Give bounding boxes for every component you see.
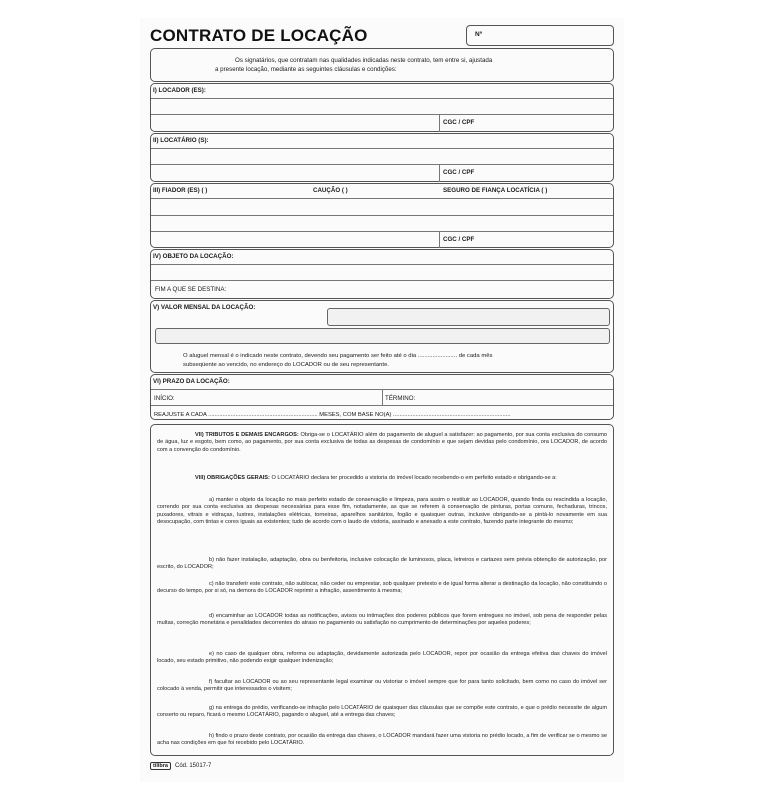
clauses-section — [150, 424, 614, 756]
intro-line-1: Os signatários, que contratam nas qualidades indicadas neste contrato, tem entre si, ajustada — [235, 57, 493, 64]
clause-d: d) encaminhar ao LOCADOR todas as notificações, avisos ou intimações dos poderes públicos que forem entregues no imóvel, sob pena de responder pelas multas, correção monetária e penalidades decorrentes do atraso no pagamento ou satisfação no cumprimento de determinações por aqueles poderes; — [157, 613, 607, 627]
clause-vii — [157, 432, 607, 454]
locador-name-field[interactable] — [151, 98, 613, 114]
clause-a: a) manter o objeto da locação no mais perfeito estado de conservação e limpeza, para assim o restituir ao LOCADOR, quando finda ou rescindida a locação, correndo por sua conta exclusiva as despesas necessárias para esse fim, notadamente, as que se referem à conservação de pinturas, portas comuns, fechaduras, trincos, puxadores, vitrais e vidraças, lustres, instalações elétricas, torneiras, aparelhos sanitários, fogão e quaisquer outras, inclusive obrigando-se a pintá-lo novamente em sua desocupação, com tintas e cores iguais as existentes; tudo de acordo com o laudo de vistoria, assinado e anexado a este contrato, fazendo parte integrante do mesmo; — [157, 497, 607, 526]
locador-cpf-label: CGC / CPF — [443, 119, 475, 126]
clause-viii — [157, 475, 607, 482]
fiador-cpf-label: CGC / CPF — [443, 236, 475, 243]
fiador-heading: III) FIADOR (ES) ( ) — [153, 187, 208, 194]
valor-numeric-field[interactable] — [327, 308, 610, 326]
objeto-section — [150, 249, 614, 299]
valor-section — [150, 300, 614, 373]
clause-g: g) na entrega do prédio, verificando-se infração pelo LOCATÁRIO de quaisquer das cláusulas que se compõe este contrato, e que o prédio necessite de algum conserto ou reparo, ficará o mesmo LOCATÁRIO, pagando o aluguel, até a entrega das chaves; — [157, 705, 607, 719]
locatario-address-field[interactable] — [151, 165, 439, 182]
prazo-section — [150, 374, 614, 420]
locatario-cpf-label: CGC / CPF — [443, 169, 475, 176]
fiador-section — [150, 183, 614, 248]
objeto-heading: IV) OBJETO DA LOCAÇÃO: — [153, 253, 234, 260]
fim-destina-label: FIM A QUE SE DESTINA: — [155, 286, 227, 293]
locador-heading: I) LOCADOR (ES): — [153, 87, 206, 94]
page-title: CONTRATO DE LOCAÇÃO — [150, 26, 368, 45]
valor-line-1: O aluguel mensal é o indicado neste contrato, devendo seu pagamento ser feito até o dia ........................ de cada mês — [183, 353, 493, 359]
clause-h: h) findo o prazo deste contrato, por ocasião da entrega das chaves, o LOCADOR mandará fazer uma vistoria no prédio locado, a fim de verificar se o mesmo se acha nas condições em que foi recebido pelo LOCATÁRIO. — [157, 733, 607, 747]
intro-line-2: a presente locação, mediante as seguintes cláusulas e condições: — [215, 66, 397, 73]
clause-viii-title: VIII) OBRIGAÇÕES GERAIS: — [195, 475, 270, 481]
valor-line-2: subseqüente ao vencido, no endereço do LOCADOR ou de seu representante. — [183, 362, 389, 368]
clause-c: c) não transferir este contrato, não sublocar, não ceder ou emprestar, sob qualquer pretexto e de igual forma alterar a destinação da locação, não constituindo o decurso do tempo, por si só, na demora do LOCADOR reprimir a infração, assentimento à mesma; — [157, 581, 607, 595]
inicio-label: INÍCIO: — [154, 395, 175, 402]
reajuste-line: REAJUSTE A CADA .................................................................... MESES, COM BASE NO(A) ......................................................................... — [154, 412, 511, 418]
locatario-section — [150, 133, 614, 182]
tilibra-logo: tilibra — [150, 762, 171, 770]
clause-vii-title: VII) TRIBUTOS E DEMAIS ENCARGOS: — [195, 432, 299, 438]
clause-vii-text: Obriga-se o LOCATÁRIO além do pagamento de aluguel a satisfazer: ao pagamento, por sua conta exclusiva do consumo de água, luz e esgoto, bem como, ao pagamento, por sua conta exclusiva de todas as despesas de condomínio e que sejam devidas pelo condomínio, ora LOCADOR, de acordo com a convenção do condomínio. — [157, 432, 608, 453]
form-code: Cód. 15017-7 — [174, 763, 212, 769]
locador-section — [150, 83, 614, 132]
footer — [150, 762, 211, 770]
locador-address-field[interactable] — [151, 115, 439, 132]
contract-number-label: Nº — [475, 31, 483, 38]
valor-heading: V) VALOR MENSAL DA LOCAÇÃO: — [153, 304, 256, 311]
caucao-option[interactable]: CAUÇÃO ( ) — [313, 187, 348, 194]
locatario-heading: II) LOCATÁRIO (S): — [153, 137, 209, 144]
termino-label: TÉRMINO: — [385, 395, 416, 402]
prazo-heading: VI) PRAZO DA LOCAÇÃO: — [153, 378, 230, 385]
clause-viii-text: O LOCATÁRIO declara ter procedido a vistoria do imóvel locado recebendo-o em perfeito estado e obrigando-se a: — [271, 475, 557, 481]
clause-b: b) não fazer instalação, adaptação, obra ou benfeitoria, inclusive colocação de luminosos, placa, letreiros e cartazes sem prévia obtenção de autorização, por escrito, do LOCADOR; — [157, 557, 607, 571]
clause-f: f) facultar ao LOCADOR ou ao seu representante legal examinar ou vistoriar o imóvel sempre que for para tanto solicitado, bem como no caso do imóvel ser colocado à venda, permitir que interessados o visitem; — [157, 679, 607, 693]
clause-e: e) no caso de qualquer obra, reforma ou adaptação, devidamente autorizada pelo LOCADOR, repor por ocasião da entrega efetiva das chaves do imóvel locado, seu estado primitivo, não podendo exigir qualquer indenização; — [157, 651, 607, 665]
contract-number-field[interactable] — [466, 25, 614, 46]
seguro-fianca-option[interactable]: SEGURO DE FIANÇA LOCATÍCIA ( ) — [443, 187, 548, 194]
locatario-name-field[interactable] — [151, 148, 613, 164]
intro-box — [150, 48, 614, 82]
valor-extenso-field[interactable] — [155, 328, 610, 344]
